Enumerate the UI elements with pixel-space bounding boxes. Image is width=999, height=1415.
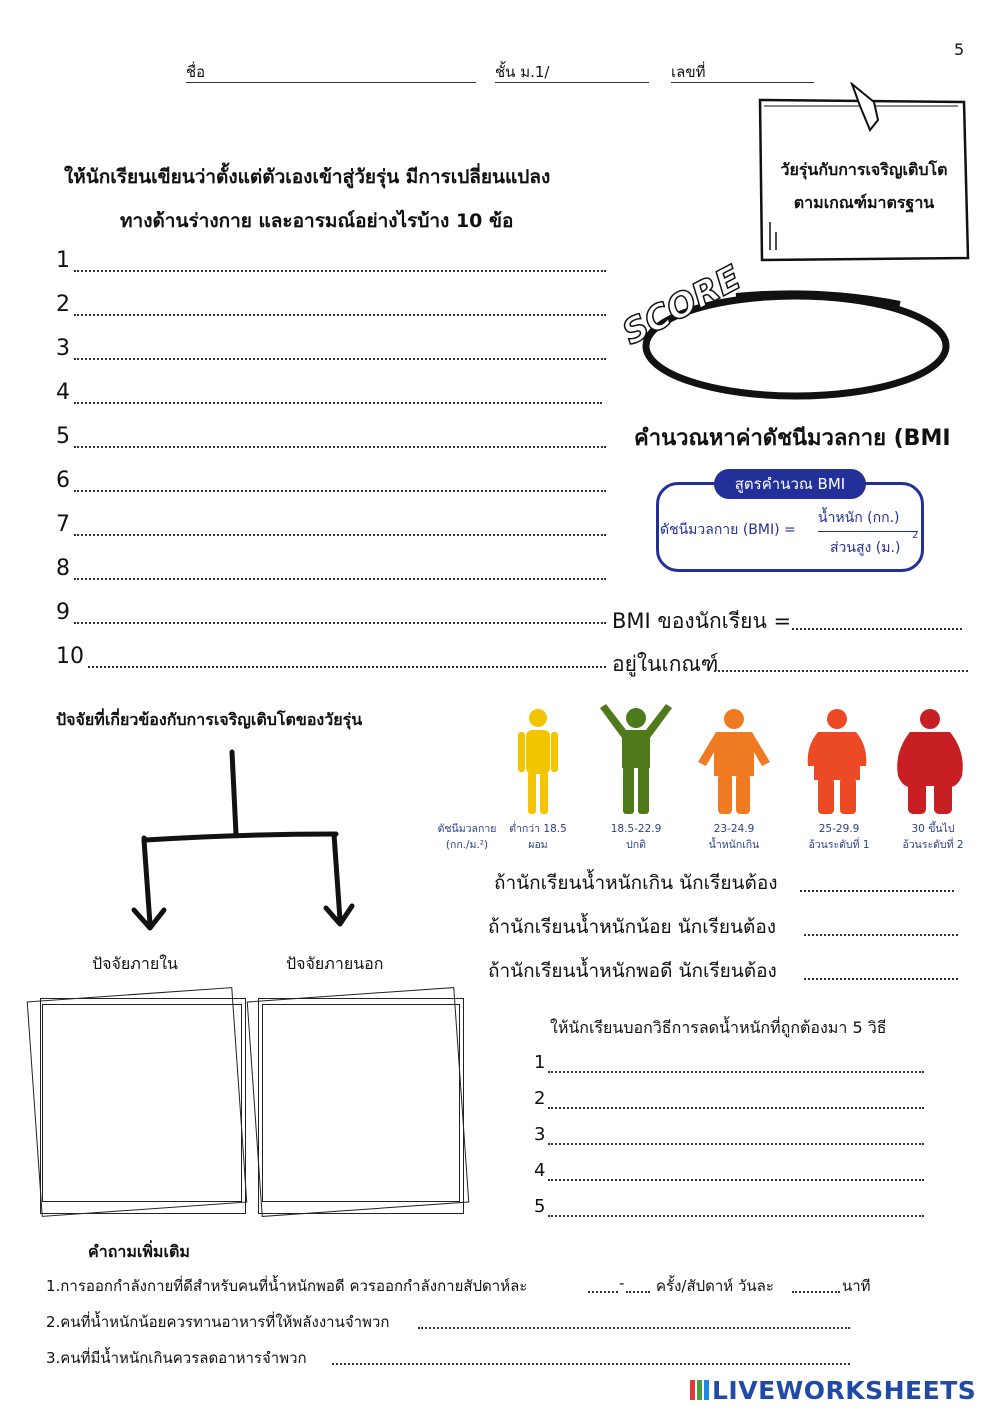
answer-line-1[interactable] bbox=[74, 256, 606, 272]
bmi-figure-obese2 bbox=[894, 706, 966, 816]
extra-questions-heading: คำถามเพิ่มเติม bbox=[88, 1242, 190, 1261]
advice-normal-label: ถ้านักเรียนน้ำหนักพอดี นักเรียนต้อง bbox=[488, 960, 777, 982]
answer-line-8[interactable] bbox=[74, 564, 606, 580]
title-card-line2: ตามเกณฑ์มาตรฐาน bbox=[793, 193, 935, 212]
bmi-fraction-bar bbox=[818, 531, 918, 532]
criteria-input[interactable] bbox=[714, 656, 968, 672]
list-item-number: 7 bbox=[56, 512, 70, 537]
bmi-axis-label-2: (กก./ม.²) bbox=[445, 839, 489, 851]
advice-overweight-label: ถ้านักเรียนน้ำหนักเกิน นักเรียนต้อง bbox=[494, 872, 778, 894]
question-1-text-c: นาที bbox=[842, 1277, 871, 1295]
question-1-input-min[interactable] bbox=[588, 1279, 618, 1293]
external-factor-label: ปัจจัยภายนอก bbox=[286, 954, 384, 973]
instruction-line2: ทางด้านร่างกาย และอารมณ์อย่างไรบ้าง 10 ข้อ bbox=[120, 210, 514, 232]
answer-line-7[interactable] bbox=[74, 520, 606, 536]
bmi-range-label: ต่ำกว่า 18.5 bbox=[509, 823, 567, 835]
bmi-category-label: อ้วนระดับที่ 2 bbox=[902, 839, 964, 851]
bmi-range-label: 30 ขึ้นไป bbox=[911, 823, 955, 835]
name-field[interactable] bbox=[186, 66, 476, 83]
advice-overweight-input[interactable] bbox=[800, 876, 954, 892]
box-frame bbox=[262, 1004, 460, 1202]
student-bmi-label: BMI ของนักเรียน = bbox=[612, 609, 792, 633]
bmi-exponent: 2 bbox=[912, 530, 919, 541]
answer-line-2[interactable] bbox=[74, 300, 606, 316]
list-item-number: 1 bbox=[56, 248, 70, 273]
question-3-text: 3.คนที่มีน้ำหนักเกินควรลดอาหารจำพวก bbox=[46, 1349, 307, 1367]
weight-loss-line-4[interactable] bbox=[548, 1165, 924, 1181]
advice-underweight-label: ถ้านักเรียนน้ำหนักน้อย นักเรียนต้อง bbox=[488, 916, 777, 938]
bmi-denominator: ส่วนสูง (ม.) bbox=[830, 540, 901, 556]
list-item-number: 3 bbox=[534, 1124, 546, 1145]
question-3-input[interactable] bbox=[332, 1351, 850, 1365]
question-1-input-minutes[interactable] bbox=[792, 1279, 840, 1293]
liveworksheets-icon bbox=[690, 1380, 710, 1402]
answer-line-9[interactable] bbox=[74, 608, 606, 624]
factors-arrow-diagram bbox=[120, 748, 370, 938]
list-item-number: 4 bbox=[534, 1160, 546, 1181]
bmi-range-label: 25-29.9 bbox=[818, 823, 860, 835]
weight-loss-heading: ให้นักเรียนบอกวิธีการลดน้ำหนักที่ถูกต้องมา 5 วิธี bbox=[550, 1018, 887, 1037]
list-item-number: 2 bbox=[534, 1088, 546, 1109]
brand-name: LIVEWORKSHEETS bbox=[712, 1376, 977, 1405]
list-item-number: 3 bbox=[56, 336, 70, 361]
bmi-formula-title: สูตรคำนวณ BMI bbox=[714, 469, 866, 499]
list-item-number: 2 bbox=[56, 292, 70, 317]
bmi-figure-normal bbox=[596, 704, 676, 816]
bmi-category-label: ปกติ bbox=[626, 839, 646, 851]
factors-heading: ปัจจัยที่เกี่ยวข้องกับการเจริญเติบโตของวัยรุ่น bbox=[56, 710, 363, 729]
list-item-number: 10 bbox=[56, 644, 84, 669]
advice-normal-input[interactable] bbox=[804, 964, 958, 980]
score-label: SCORE bbox=[616, 258, 748, 354]
bmi-figure-thin bbox=[514, 706, 562, 816]
answer-line-5[interactable] bbox=[74, 432, 606, 448]
bmi-range-label: 18.5-22.9 bbox=[610, 823, 662, 835]
question-2-input[interactable] bbox=[418, 1315, 850, 1329]
number-label: เลขที่ bbox=[671, 63, 706, 81]
list-item-number: 5 bbox=[534, 1196, 546, 1217]
bmi-range-label: 23-24.9 bbox=[713, 823, 755, 835]
bmi-axis-label-1: ดัชนีมวลกาย bbox=[437, 823, 497, 835]
question-1-text-b: ครั้ง/สัปดาห์ วันละ bbox=[656, 1277, 774, 1295]
title-card-line1: วัยรุ่นกับการเจริญเติบโต bbox=[780, 160, 948, 179]
list-item-number: 1 bbox=[534, 1052, 546, 1073]
weight-loss-line-1[interactable] bbox=[548, 1057, 924, 1073]
instruction-line1: ให้นักเรียนเขียนว่าตั้งแต่ตัวเองเข้าสู่วัยรุ่น มีการเปลี่ยนแปลง bbox=[64, 166, 551, 188]
number-field[interactable] bbox=[671, 66, 814, 83]
list-item-number: 6 bbox=[56, 468, 70, 493]
advice-underweight-input[interactable] bbox=[804, 920, 958, 936]
criteria-label: อยู่ในเกณฑ์ bbox=[612, 652, 719, 676]
bmi-category-label: ผอม bbox=[528, 839, 548, 851]
list-item-number: 8 bbox=[56, 556, 70, 581]
bmi-category-label: อ้วนระดับที่ 1 bbox=[808, 839, 870, 851]
list-item-number: 5 bbox=[56, 424, 70, 449]
class-field[interactable] bbox=[495, 66, 649, 83]
answer-line-6[interactable] bbox=[74, 476, 606, 492]
weight-loss-line-5[interactable] bbox=[548, 1201, 924, 1217]
box-frame bbox=[42, 1004, 242, 1202]
bmi-formula-left: ดัชนีมวลกาย (BMI) = bbox=[660, 522, 796, 538]
name-label: ชื่อ bbox=[186, 63, 206, 81]
bmi-numerator: น้ำหนัก (กก.) bbox=[818, 510, 900, 526]
bmi-heading: คำนวณหาค่าดัชนีมวลกาย (BMI bbox=[634, 426, 951, 451]
class-label: ชั้น ม.1/ bbox=[495, 63, 550, 81]
bmi-category-label: น้ำหนักเกิน bbox=[708, 839, 760, 851]
question-2-text: 2.คนที่น้ำหนักน้อยควรทานอาหารที่ให้พลังงานจำพวก bbox=[46, 1313, 390, 1331]
page-number: 5 bbox=[954, 40, 965, 59]
student-bmi-input[interactable] bbox=[792, 614, 962, 630]
bmi-figure-obese1 bbox=[804, 706, 870, 816]
internal-factor-label: ปัจจัยภายใน bbox=[92, 954, 178, 973]
question-1-text-a: 1.การออกกำลังกายที่ดีสำหรับคนที่น้ำหนักพอดี ควรออกกำลังกายสัปดาห์ละ bbox=[46, 1277, 528, 1295]
weight-loss-line-2[interactable] bbox=[548, 1093, 924, 1109]
answer-line-10[interactable] bbox=[88, 652, 606, 668]
bmi-figure-overweight bbox=[696, 706, 772, 816]
weight-loss-line-3[interactable] bbox=[548, 1129, 924, 1145]
answer-line-4[interactable] bbox=[74, 388, 602, 404]
answer-line-3[interactable] bbox=[74, 344, 606, 360]
list-item-number: 9 bbox=[56, 600, 70, 625]
list-item-number: 4 bbox=[56, 380, 70, 405]
question-1-dash: - bbox=[619, 1274, 625, 1292]
question-1-input-max[interactable] bbox=[626, 1279, 650, 1293]
